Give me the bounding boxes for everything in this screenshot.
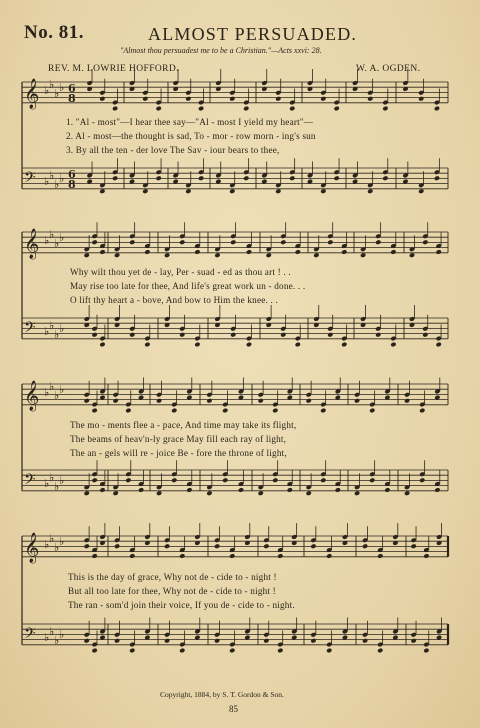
- notehead: [114, 638, 120, 644]
- notehead: [243, 106, 249, 112]
- lyric-line: 3. By all the ten - der love The Sav - iour bears to thee,: [66, 145, 280, 155]
- notehead: [194, 249, 200, 255]
- lyric-line: May rise too late for thee, And life's great work un - done. . .: [70, 281, 306, 291]
- notehead: [354, 490, 360, 496]
- notehead: [434, 175, 440, 181]
- flat-icon: ♭: [54, 328, 60, 341]
- notehead: [164, 543, 170, 549]
- notehead: [369, 477, 375, 483]
- notehead: [171, 408, 177, 414]
- notehead: [164, 638, 170, 644]
- flat-icon: ♭: [44, 175, 50, 188]
- time-signature: 6: [68, 82, 76, 95]
- notehead: [306, 398, 312, 404]
- notehead: [258, 398, 264, 404]
- time-signature: 8: [68, 92, 76, 105]
- notehead: [129, 648, 135, 654]
- notehead: [369, 408, 375, 414]
- flat-icon: ♭: [49, 228, 55, 241]
- notehead: [91, 553, 97, 559]
- notehead: [214, 543, 220, 549]
- notehead: [258, 490, 264, 496]
- notehead: [125, 477, 131, 483]
- notehead: [419, 477, 425, 483]
- notehead: [367, 96, 373, 102]
- notehead: [198, 175, 204, 181]
- notehead: [436, 249, 442, 255]
- notehead: [179, 648, 185, 654]
- notehead: [354, 398, 360, 404]
- notehead: [156, 490, 162, 496]
- notehead: [99, 249, 105, 255]
- flat-icon: ♭: [49, 169, 55, 182]
- notehead: [91, 332, 97, 338]
- notehead: [84, 398, 90, 404]
- notehead: [434, 106, 440, 112]
- notehead: [114, 543, 120, 549]
- notehead: [310, 543, 316, 549]
- flat-icon: ♭: [49, 380, 55, 393]
- hymn-number: No. 81.: [24, 22, 84, 43]
- notehead: [99, 188, 105, 194]
- notehead: [275, 188, 281, 194]
- notehead: [411, 543, 417, 549]
- flat-icon: ♭: [54, 237, 60, 250]
- flat-icon: ♭: [54, 541, 60, 554]
- notehead: [129, 239, 135, 245]
- notehead: [84, 252, 90, 258]
- notehead: [326, 648, 332, 654]
- notehead: [179, 553, 185, 559]
- notehead: [280, 332, 286, 338]
- notehead: [185, 188, 191, 194]
- notehead: [99, 342, 105, 348]
- notehead: [382, 106, 388, 112]
- treble-clef-icon: 𝄞: [24, 381, 40, 411]
- composer-credit: W. A. OGDEN.: [356, 64, 421, 74]
- notehead: [423, 553, 429, 559]
- lyric-line: This is the day of grace, Why not de - cide to - night !: [68, 572, 277, 582]
- lyricist-credit: REV. M. LOWRIE HOFFORD.: [48, 64, 179, 74]
- notehead: [186, 487, 192, 493]
- notehead: [156, 398, 162, 404]
- notehead: [125, 408, 131, 414]
- notehead: [404, 398, 410, 404]
- flat-icon: ♭: [54, 87, 60, 100]
- flat-icon: ♭: [54, 389, 60, 402]
- notehead: [138, 487, 144, 493]
- notehead: [341, 342, 347, 348]
- treble-clef-icon: 𝄞: [24, 533, 40, 563]
- flat-icon: ♭: [44, 325, 50, 338]
- flat-icon: ♭: [44, 477, 50, 490]
- notehead: [382, 175, 388, 181]
- flat-icon: ♭: [44, 538, 50, 551]
- notehead: [295, 342, 301, 348]
- notehead: [214, 638, 220, 644]
- notehead: [280, 239, 286, 245]
- notehead: [263, 638, 269, 644]
- notehead: [367, 188, 373, 194]
- notehead: [222, 408, 228, 414]
- notehead: [112, 175, 118, 181]
- notehead: [229, 188, 235, 194]
- bass-clef-icon: 𝄢: [24, 625, 36, 646]
- flat-icon: ♭: [59, 172, 65, 185]
- notehead: [419, 408, 425, 414]
- flat-icon: ♭: [44, 234, 50, 247]
- notehead: [423, 648, 429, 654]
- lyric-line: The beams of heav'n-ly grace May fill each ray of light,: [70, 434, 287, 444]
- notehead: [272, 477, 278, 483]
- notehead: [99, 487, 105, 493]
- notehead: [206, 490, 212, 496]
- time-signature: 6: [68, 168, 76, 181]
- notehead: [84, 543, 90, 549]
- notehead: [164, 252, 170, 258]
- notehead: [185, 96, 191, 102]
- notehead: [411, 638, 417, 644]
- notehead: [422, 332, 428, 338]
- notehead: [243, 175, 249, 181]
- notehead: [266, 252, 272, 258]
- flat-icon: ♭: [54, 480, 60, 493]
- notehead: [362, 638, 368, 644]
- notehead: [142, 188, 148, 194]
- notehead: [156, 175, 162, 181]
- notehead: [206, 398, 212, 404]
- notehead: [156, 106, 162, 112]
- flat-icon: ♭: [59, 474, 65, 487]
- lyric-line: The mo - ments flee a - pace, And time may take its flight,: [70, 420, 297, 430]
- flat-icon: ♭: [49, 625, 55, 638]
- lyric-line: 2. Al - most—the thought is sad, To - mor - row morn - ing's sun: [66, 131, 316, 141]
- copyright-notice: Copyright, 1884, by S. T. Gordon & Son.: [160, 690, 284, 699]
- lyric-line: 1. "Al - most"—I hear thee say—"Al - most I yield my heart"—: [66, 117, 314, 127]
- flat-icon: ♭: [49, 78, 55, 91]
- flat-icon: ♭: [44, 386, 50, 399]
- scripture-reference: "Almost thou persuadest me to be a Christian."—Acts xxvi: 28.: [120, 46, 322, 55]
- notehead: [320, 188, 326, 194]
- time-signature: 8: [68, 178, 76, 191]
- notehead: [287, 487, 293, 493]
- notehead: [263, 543, 269, 549]
- notehead: [144, 342, 150, 348]
- notehead: [404, 490, 410, 496]
- notehead: [171, 477, 177, 483]
- notehead: [194, 342, 200, 348]
- bass-clef-icon: 𝄢: [24, 169, 36, 190]
- notehead: [229, 553, 235, 559]
- notehead: [434, 487, 440, 493]
- notehead: [214, 252, 220, 258]
- flat-icon: ♭: [49, 471, 55, 484]
- notehead: [246, 342, 252, 348]
- notehead: [230, 239, 236, 245]
- notehead: [377, 553, 383, 559]
- treble-clef-icon: 𝄞: [24, 79, 40, 109]
- notehead: [295, 249, 301, 255]
- page-number: 85: [229, 704, 238, 714]
- notehead: [360, 252, 366, 258]
- notehead: [84, 638, 90, 644]
- bass-clef-icon: 𝄢: [24, 471, 36, 492]
- notehead: [179, 239, 185, 245]
- notehead: [277, 648, 283, 654]
- notehead: [142, 96, 148, 102]
- flat-icon: ♭: [59, 383, 65, 396]
- notehead: [113, 490, 119, 496]
- notehead: [310, 638, 316, 644]
- notehead: [144, 249, 150, 255]
- notehead: [91, 239, 97, 245]
- notehead: [418, 188, 424, 194]
- notehead: [129, 332, 135, 338]
- notehead: [362, 543, 368, 549]
- flat-icon: ♭: [49, 532, 55, 545]
- hymn-title: ALMOST PERSUADED.: [148, 24, 358, 44]
- notehead: [341, 249, 347, 255]
- notehead: [390, 342, 396, 348]
- notehead: [272, 408, 278, 414]
- flat-icon: ♭: [59, 231, 65, 244]
- flat-icon: ♭: [54, 634, 60, 647]
- flat-icon: ♭: [59, 81, 65, 94]
- notehead: [91, 648, 97, 654]
- notehead: [84, 490, 90, 496]
- notehead: [246, 249, 252, 255]
- notehead: [222, 477, 228, 483]
- notehead: [113, 398, 119, 404]
- notehead: [320, 477, 326, 483]
- notehead: [313, 252, 319, 258]
- notehead: [275, 96, 281, 102]
- notehead: [229, 96, 235, 102]
- flat-icon: ♭: [54, 178, 60, 191]
- flat-icon: ♭: [44, 631, 50, 644]
- notehead: [238, 487, 244, 493]
- notehead: [198, 106, 204, 112]
- notehead: [375, 332, 381, 338]
- notehead: [422, 239, 428, 245]
- notehead: [390, 249, 396, 255]
- flat-icon: ♭: [49, 319, 55, 332]
- notehead: [289, 175, 295, 181]
- notehead: [409, 252, 415, 258]
- lyric-line: But all too late for thee, Why not de - cide to - night !: [68, 586, 276, 596]
- flat-icon: ♭: [59, 535, 65, 548]
- notehead: [320, 408, 326, 414]
- notehead: [320, 96, 326, 102]
- lyric-line: Why wilt thou yet de - lay, Per - suad - ed as thou art ! . .: [70, 267, 291, 277]
- notehead: [327, 332, 333, 338]
- notehead: [114, 252, 120, 258]
- notehead: [436, 342, 442, 348]
- notehead: [230, 332, 236, 338]
- notehead: [334, 106, 340, 112]
- notehead: [289, 106, 295, 112]
- notehead: [179, 332, 185, 338]
- lyric-line: The ran - som'd join their voice, If you de - cide to - night.: [68, 600, 295, 610]
- notehead: [306, 490, 312, 496]
- flat-icon: ♭: [44, 84, 50, 97]
- flat-icon: ♭: [59, 322, 65, 335]
- notehead: [384, 487, 390, 493]
- notehead: [112, 106, 118, 112]
- notehead: [334, 175, 340, 181]
- lyric-line: O lift thy heart a - bove, And bow to Him the knee. . .: [70, 295, 278, 305]
- notehead: [327, 239, 333, 245]
- notehead: [129, 553, 135, 559]
- flat-icon: ♭: [59, 628, 65, 641]
- notehead: [377, 648, 383, 654]
- notehead: [326, 553, 332, 559]
- notehead: [335, 487, 341, 493]
- notehead: [229, 648, 235, 654]
- notehead: [375, 239, 381, 245]
- notehead: [418, 96, 424, 102]
- notehead: [91, 477, 97, 483]
- notehead: [91, 408, 97, 414]
- notehead: [277, 553, 283, 559]
- treble-clef-icon: 𝄞: [24, 229, 40, 259]
- lyric-line: The an - gels will re - joice Be - fore the throne of light,: [70, 448, 287, 458]
- bass-clef-icon: 𝄢: [24, 319, 36, 340]
- notehead: [99, 96, 105, 102]
